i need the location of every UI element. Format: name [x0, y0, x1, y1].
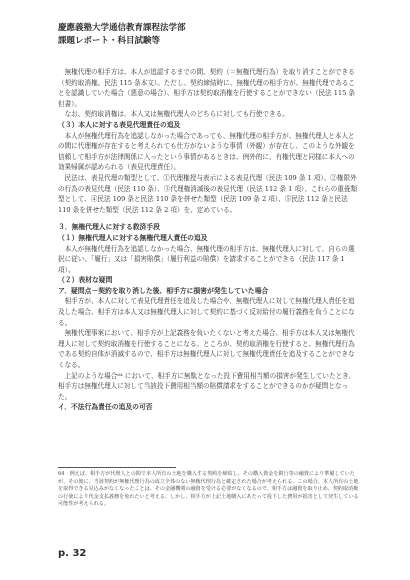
paragraph: 無権代理事案において、相手方が上記義務を負いたくないと考えた場合、相手方は本人又は無権代理人に対して契約取消権を行使することになる。ところが、契約取消権を行使すると、無権代理行為である契約自体が消滅するので、相手方は無権代理人に対して無権代理責任を追及することができなくなる。 [58, 329, 355, 370]
footnote [58, 471, 360, 509]
body-text [58, 67, 360, 413]
footnote-text: 64 例えば、相手方が代理人との間で本人所有の土地を購入する契約を締結し、その購入資金を銀行等の融資により準備していたが、その後に、当該契約が無権代理行為の成立全体のない無権代理行為と確定された場合が考えられる。この場合、本人所有の土地を取得できる見込みがなくなったことは、その金融機関の融資を受ける必要がなくなるので、相手方は融資を取り止め、契約取消権の行使により代金支払義務を免れたいと考える。しかし、相手方が上記土地購入にあたって投下した費用が損害として発生している可能性が考えられる。 [58, 471, 359, 508]
paragraph: 民法は、表見代理の類型として、①代理権授与表示による表見代理（民法 109 条 1 項）、②権限外の行為の表見代理（民法 110 条）、③代理権消滅後の表見代理（民法 112 条 1 項）、これらの重畳類型として、④民法 109 条と民法 110 条を併せた類型（民法 109 条 2 項）、⑤民法 112 条と民法 110 条を併せた類型（民法 112 条 2 項）を、定めている。 [58, 173, 358, 214]
section-heading: （３）本人に対する表見代理責任の追及 [58, 120, 181, 129]
paragraph: 本人が無権代理行為を追認しなかった場合であっても、無権代理の相手方が、無権代理人と本人との間に代理権が存在すると考えられても仕方がないような事情（外観）が存在し、このような外観を信頼して相手方が法律関係に入ったという事情があるときは、例外的に、有権代理と同様に本人への効果帰属が認められる（表見代理責任）。 [58, 131, 355, 172]
subsection-heading: イ．不法行為責任の追及の可否 [58, 403, 153, 412]
footnote-divider [58, 467, 176, 468]
chapter-heading: ３．無権代理人に対する救済手段 [58, 223, 160, 232]
section-heading: （２）表材な疑問 [58, 276, 113, 285]
subsection-heading: ア．疑問点－契約を取り消した後、相手方に損害が発生していた場合 [58, 286, 269, 295]
page-number: p. 32 [58, 548, 87, 559]
section-heading: （１）無権代理人に対する無権代理人責任の追及 [58, 233, 208, 242]
header-university: 慶應義塾大学通信教育課程法学部 [58, 23, 186, 33]
header-subtitle: 課題レポート・科目試験等 [58, 36, 161, 46]
paragraph: 上記のような場合⁶⁴ において、相手方に無駄となった投下費用相当額の損害が発生していたとき、相手方は無権代理人に対して当該投下費用相当額の賠償請求をすることができるのかが疑問となった。 [58, 371, 356, 401]
paragraph: 相手方が、本人に対して表見代理責任を追及した場合や、無権代理人に対して無権代理人責任を追及した場合、相手方は本人又は無権代理人に対して契約に基づく反対給付の履行義務を負うことになる。 [58, 297, 355, 327]
paragraph: 無権代理の相手方は、本人が追認するまでの間、契約（＝無権代理行為）を取り消すことができる（契約取消権。民法 115 条本文）。ただし、契約締結時に、無権代理の相手方が、無権代理であることを認識していた場合（悪意の場合）、相手方は契約取消権を行使することができない（民法 115 条但書）。 [58, 68, 356, 108]
page-header [58, 22, 186, 48]
paragraph: 本人が無権代理行為を追認しなかった場合、無権代理の相手方は、無権代理人に対して、自らの選択に従い、「履行」又は「損害賠償」（履行利益の賠償）を請求することができる（民法 117 条 1 項）。 [58, 244, 355, 274]
paragraph: なお、契約取消権は、本人又は無権代理人のどちらに対しても行使できる。 [64, 110, 289, 119]
